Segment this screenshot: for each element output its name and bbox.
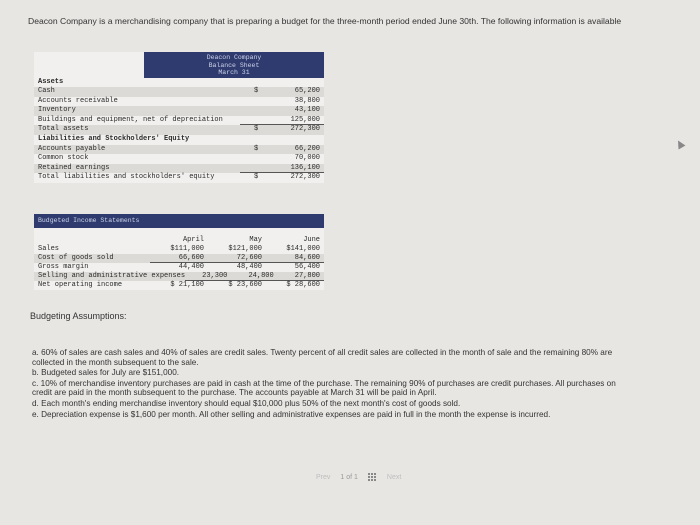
income-statement-cell: 44,400	[178, 263, 204, 271]
income-statement-cell: 66,600	[150, 254, 208, 263]
balance-sheet-row-label: Retained earnings	[38, 163, 110, 172]
amount: 43,100	[294, 106, 320, 115]
assumption-item: e. Depreciation expense is $1,600 per month. All other selling and administrative expenses are paid in full in the month the expense is incurred.	[32, 409, 551, 419]
income-statement-cell: $ 21,100	[170, 281, 204, 289]
amount: 65,200	[294, 87, 320, 96]
balance-sheet-row-value	[240, 173, 324, 183]
income-statement-row-label: Sales	[38, 245, 60, 253]
balance-sheet-row	[34, 135, 324, 145]
income-statement-cell: 24,800	[231, 272, 277, 281]
income-statement-cell: $ 28,600	[286, 281, 320, 289]
income-statements	[34, 214, 324, 290]
assumptions-title: Budgeting Assumptions:	[30, 311, 127, 321]
assumption-item: d. Each month's ending merchandise inventory should equal $10,000 plus 50% of the next month's cost of goods sold.	[32, 398, 461, 408]
column-header-may: May	[249, 236, 262, 244]
balance-sheet-row	[34, 145, 324, 155]
balance-sheet-row-label: Assets	[38, 77, 64, 86]
income-statement-cell: $ 23,600	[228, 281, 262, 289]
balance-sheet-row-value	[240, 87, 324, 97]
income-statement-cell: 84,600	[266, 254, 324, 263]
income-statements-header: Budgeted Income Statements	[34, 214, 324, 228]
balance-sheet-row	[34, 97, 324, 107]
balance-sheet-row-value	[240, 164, 324, 174]
income-statements-column-headers	[34, 236, 324, 245]
balance-sheet-title: Balance Sheet	[208, 61, 260, 69]
balance-sheet-row-label: Total liabilities and stockholders' equity	[38, 173, 215, 182]
next-button[interactable]: Next	[386, 473, 402, 481]
balance-sheet-date: March 31	[218, 69, 250, 76]
balance-sheet-row-label: Buildings and equipment, net of depreciation	[38, 115, 223, 124]
amount: 125,000	[290, 115, 320, 124]
income-statement-row-label: Net operating income	[38, 281, 123, 289]
balance-sheet-row	[34, 173, 324, 183]
income-statement-cell: $121,000	[228, 245, 262, 253]
assumptions-list	[32, 348, 617, 420]
balance-sheet-row-value	[240, 106, 324, 116]
prev-button[interactable]: Prev	[316, 473, 331, 481]
balance-sheet-row-value	[240, 78, 324, 88]
column-header-june: June	[303, 236, 320, 244]
income-statement-cell: 56,400	[294, 263, 320, 271]
balance-sheet-row-label: Cash	[38, 87, 55, 96]
assumption-item: c. 10% of merchandise inventory purchases are paid in cash at the time of the purchase. The remaining 90% of purchases are credit purchases. All purchases on credit are paid in the month subsequent to the purchase. The accounts payable at March 31 will be paid in April.	[32, 378, 616, 398]
amount: 66,200	[294, 144, 320, 153]
balance-sheet-row	[34, 116, 324, 126]
balance-sheet-row	[34, 78, 324, 88]
income-statement-cell: 23,300	[185, 272, 231, 281]
pager	[316, 470, 466, 484]
assumption-item: a. 60% of sales are cash sales and 40% of sales are credit sales. Twenty percent of all credit sales are collected in the month of sale and the remaining 80% are collected in the month subsequent to the sale.	[32, 348, 613, 367]
balance-sheet-row	[34, 125, 324, 135]
dollar-sign: $	[254, 144, 259, 153]
balance-sheet-row-value	[240, 145, 324, 155]
mouse-cursor-icon	[675, 139, 686, 150]
income-statement-cell: $111,000	[170, 245, 204, 253]
income-statements-rows	[34, 245, 324, 290]
balance-sheet-row-value	[240, 125, 324, 135]
income-statement-row-label: Cost of goods sold	[38, 254, 114, 262]
column-header-april: April	[182, 236, 204, 244]
income-statement-row	[34, 245, 324, 254]
balance-sheet-row-label: Common stock	[38, 154, 89, 163]
income-statement-row	[34, 281, 324, 290]
dollar-sign: $	[254, 125, 259, 134]
amount: 70,000	[294, 154, 320, 163]
assumption-item: b. Budgeted sales for July are $151,000.	[32, 368, 180, 378]
grid-icon[interactable]	[368, 473, 377, 481]
amount: 38,800	[294, 96, 320, 105]
balance-sheet-rows	[34, 78, 324, 184]
intro-text: Deacon Company is a merchandising company that is preparing a budget for the three-month period ended June 30th. The following information is available	[28, 16, 622, 26]
dollar-sign: $	[254, 173, 259, 182]
balance-sheet-header	[144, 52, 324, 78]
dollar-sign: $	[254, 87, 259, 96]
balance-sheet-row-label: Total assets	[38, 125, 89, 134]
page-indicator: 1 of 1	[340, 473, 358, 481]
balance-sheet-company: Deacon Company	[206, 54, 262, 61]
income-statement-row	[34, 254, 324, 263]
income-statement-cell: 48,400	[236, 263, 262, 271]
balance-sheet-row-value	[240, 116, 324, 126]
income-statement-row	[34, 263, 324, 272]
balance-sheet-row-label: Inventory	[38, 106, 76, 115]
balance-sheet	[34, 52, 324, 183]
amount: 272,300	[290, 125, 320, 134]
balance-sheet-row-label: Liabilities and Stockholders' Equity	[38, 135, 190, 144]
balance-sheet-row	[34, 154, 324, 164]
income-statement-row	[34, 272, 324, 281]
income-statement-cell: 27,800	[278, 272, 324, 281]
income-statement-row-label: Selling and administrative expenses	[38, 272, 186, 280]
balance-sheet-row-value	[240, 154, 324, 164]
balance-sheet-row	[34, 164, 324, 174]
amount: 136,100	[290, 163, 320, 172]
income-statement-cell: $141,000	[286, 245, 320, 253]
balance-sheet-row-label: Accounts payable	[38, 144, 106, 153]
balance-sheet-row-value	[240, 97, 324, 107]
balance-sheet-row-value	[240, 135, 324, 145]
income-statement-cell: 72,600	[208, 254, 266, 263]
income-statement-row-label: Gross margin	[38, 263, 89, 271]
amount: 272,300	[290, 173, 320, 182]
balance-sheet-row	[34, 87, 324, 97]
balance-sheet-row	[34, 106, 324, 116]
balance-sheet-row-label: Accounts receivable	[38, 96, 118, 105]
